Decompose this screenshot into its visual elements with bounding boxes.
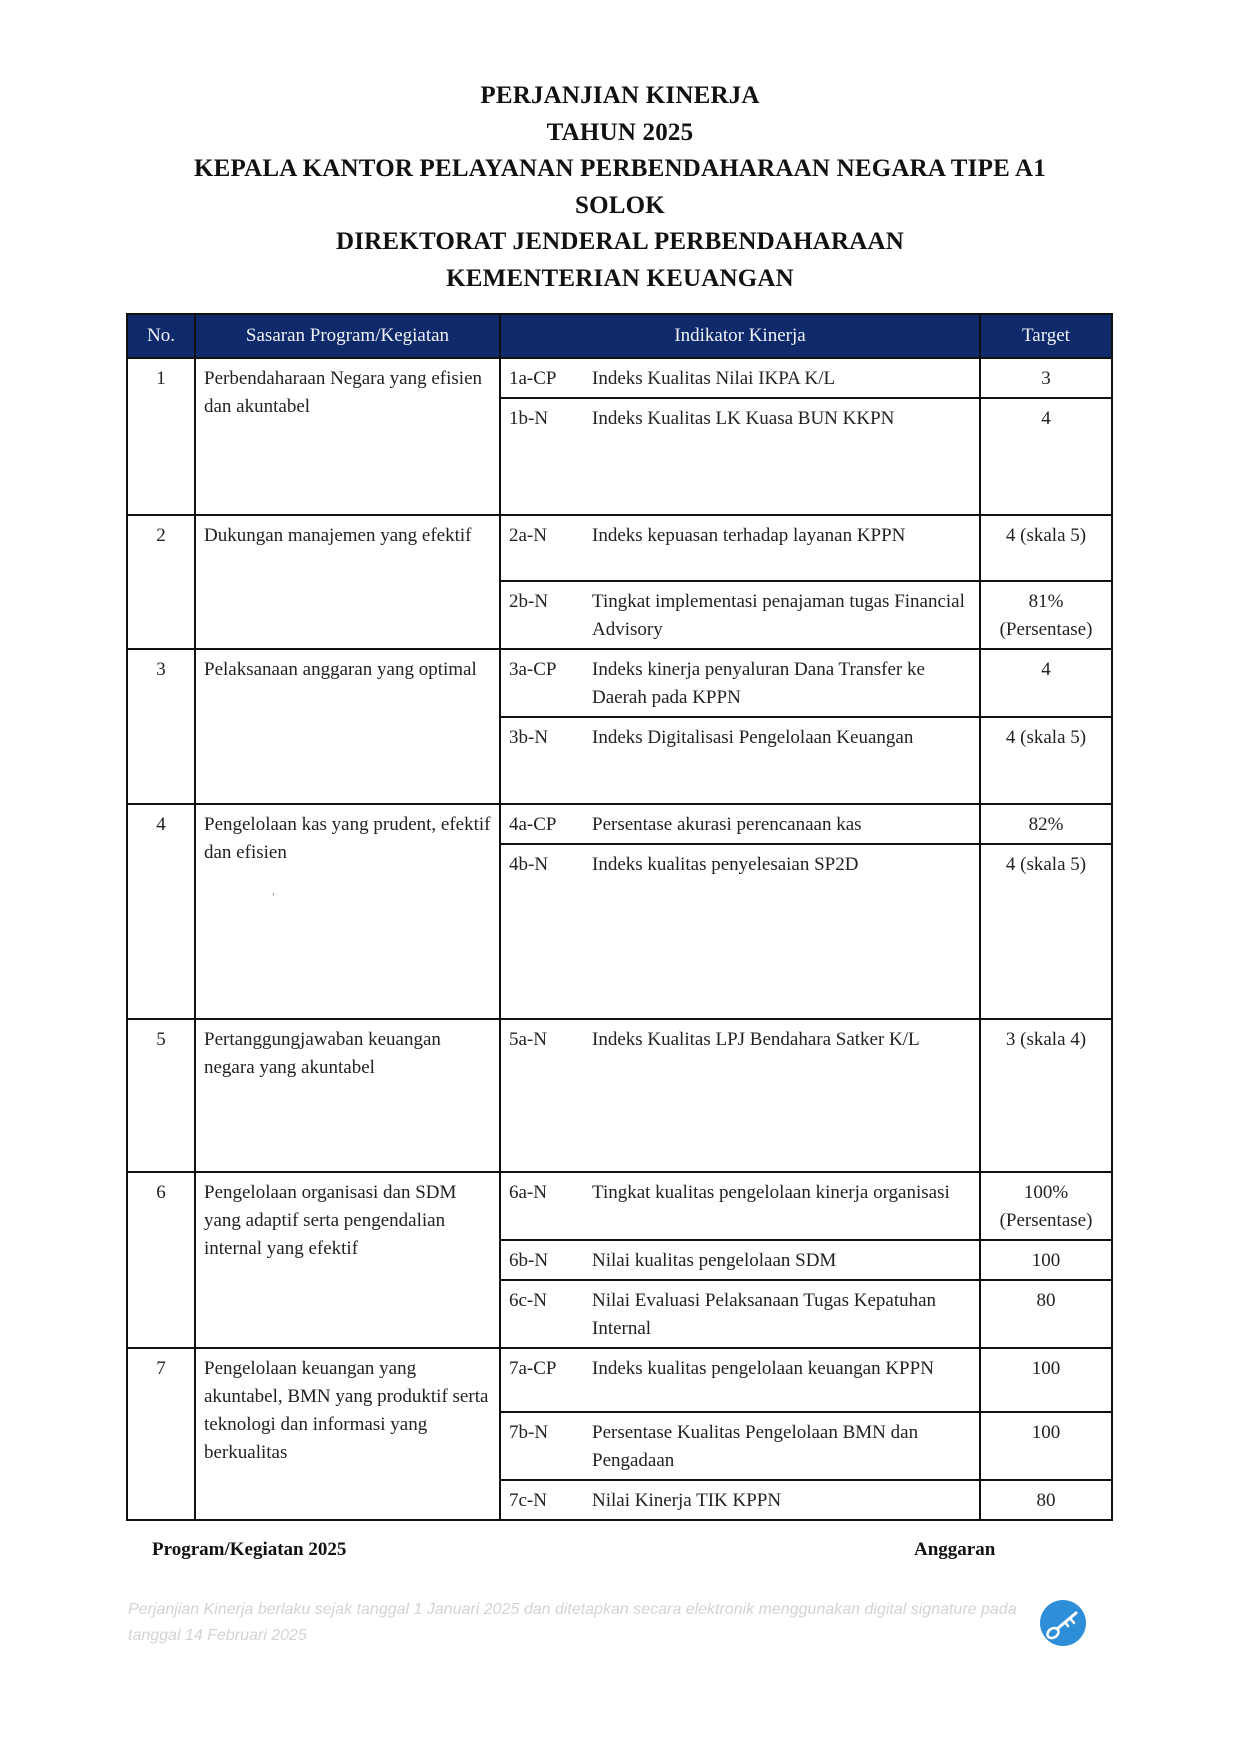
table-row <box>127 1019 1112 1172</box>
indicator-target: 80 <box>980 1480 1112 1520</box>
title-line-4: SOLOK <box>575 191 665 219</box>
title-line-5: DIREKTORAT JENDERAL PERBENDAHARAAN <box>336 228 904 255</box>
indicator-text: Tingkat kualitas pengelolaan kinerja organisasi <box>584 1172 980 1240</box>
signature-note: Perjanjian Kinerja berlaku sejak tanggal 1 Januari 2025 dan ditetapkan secara elektronik menggunakan digital signature pada tanggal 14 Februari 2025 <box>128 1601 1017 1644</box>
indicator-text: Indeks kepuasan terhadap layanan KPPN <box>584 515 980 581</box>
col-header-target: Target <box>980 314 1112 358</box>
indicator-code: 3a-CP <box>500 649 584 717</box>
indicator-target: 100 <box>980 1412 1112 1480</box>
budget-label: Anggaran <box>914 1539 996 1560</box>
col-header-sasaran: Sasaran Program/Kegiatan <box>195 314 500 358</box>
indicator-target: 3 (skala 4) <box>980 1019 1112 1172</box>
table-row <box>127 515 1112 581</box>
indicator-text: Nilai Evaluasi Pelaksanaan Tugas Kepatuhan Internal <box>584 1280 980 1348</box>
indicator-target: 4 <box>980 649 1112 717</box>
indicator-text: Tingkat implementasi penajaman tugas Financial Advisory <box>584 581 980 649</box>
row-no: 3 <box>127 649 195 804</box>
row-no: 7 <box>127 1348 195 1520</box>
indicator-text: Indeks Kualitas LPJ Bendahara Satker K/L <box>584 1019 980 1172</box>
indicator-code: 1a-CP <box>500 358 584 398</box>
row-no: 5 <box>127 1019 195 1172</box>
indicator-code: 2b-N <box>500 581 584 649</box>
row-sasaran: Pertanggungjawaban keuangan negara yang akuntabel <box>195 1019 500 1172</box>
row-sasaran: Pengelolaan keuangan yang akuntabel, BMN yang produktif serta teknologi dan informasi yang berkualitas <box>195 1348 500 1520</box>
indicator-target: 100% (Persentase) <box>980 1172 1112 1240</box>
indicator-target: 4 (skala 5) <box>980 844 1112 1019</box>
indicator-text: Indeks Kualitas LK Kuasa BUN KKPN <box>584 398 980 515</box>
performance-table <box>126 313 1113 1521</box>
row-no: 2 <box>127 515 195 649</box>
row-sasaran: Pengelolaan organisasi dan SDM yang adaptif serta pengendalian internal yang efektif <box>195 1172 500 1348</box>
indicator-text: Persentase akurasi perencanaan kas <box>584 804 980 844</box>
title-line-2: TAHUN 2025 <box>546 118 694 146</box>
indicator-target: 100 <box>980 1240 1112 1280</box>
indicator-target: 81% (Persentase) <box>980 581 1112 649</box>
row-no: 4 <box>127 804 195 1019</box>
indicator-code: 7a-CP <box>500 1348 584 1412</box>
indicator-text: Indeks kualitas penyelesaian SP2D <box>584 844 980 1019</box>
row-sasaran: Perbendaharaan Negara yang efisien dan akuntabel <box>195 358 500 515</box>
indicator-target: 80 <box>980 1280 1112 1348</box>
stray-mark: ' <box>272 893 275 903</box>
indicator-code: 3b-N <box>500 717 584 804</box>
row-no: 6 <box>127 1172 195 1348</box>
row-sasaran: Pelaksanaan anggaran yang optimal <box>195 649 500 804</box>
table-row <box>127 1172 1112 1240</box>
col-header-no: No. <box>127 314 195 358</box>
table-header-row <box>127 314 1112 358</box>
table-row <box>127 804 1112 844</box>
indicator-code: 6a-N <box>500 1172 584 1240</box>
indicator-code: 7b-N <box>500 1412 584 1480</box>
table-row <box>127 358 1112 398</box>
indicator-text: Indeks Digitalisasi Pengelolaan Keuangan <box>584 717 980 804</box>
table-row <box>127 649 1112 717</box>
row-no: 1 <box>127 358 195 515</box>
indicator-target: 82% <box>980 804 1112 844</box>
table-row <box>127 1348 1112 1412</box>
indicator-text: Indeks kinerja penyaluran Dana Transfer ke Daerah pada KPPN <box>584 649 980 717</box>
indicator-target: 100 <box>980 1348 1112 1412</box>
indicator-text: Indeks Kualitas Nilai IKPA K/L <box>584 358 980 398</box>
indicator-target: 4 (skala 5) <box>980 717 1112 804</box>
indicator-text: Nilai kualitas pengelolaan SDM <box>584 1240 980 1280</box>
program-label: Program/Kegiatan 2025 <box>152 1539 347 1560</box>
row-sasaran: Pengelolaan kas yang prudent, efektif dan efisien <box>195 804 500 1019</box>
indicator-target: 4 (skala 5) <box>980 515 1112 581</box>
title-line-6: KEMENTERIAN KEUANGAN <box>446 264 794 292</box>
indicator-text: Nilai Kinerja TIK KPPN <box>584 1480 980 1520</box>
title-line-3: KEPALA KANTOR PELAYANAN PERBENDAHARAAN NEGARA TIPE A1 <box>194 155 1046 182</box>
indicator-code: 5a-N <box>500 1019 584 1172</box>
row-sasaran: Dukungan manajemen yang efektif <box>195 515 500 649</box>
indicator-code: 6c-N <box>500 1280 584 1348</box>
col-header-indikator: Indikator Kinerja <box>500 314 980 358</box>
indicator-code: 7c-N <box>500 1480 584 1520</box>
indicator-code: 6b-N <box>500 1240 584 1280</box>
indicator-target: 3 <box>980 358 1112 398</box>
key-logo-icon <box>1040 1600 1086 1646</box>
indicator-text: Persentase Kualitas Pengelolaan BMN dan Pengadaan <box>584 1412 980 1480</box>
indicator-target: 4 <box>980 398 1112 515</box>
indicator-code: 1b-N <box>500 398 584 515</box>
title-line-1: PERJANJIAN KINERJA <box>480 82 760 109</box>
indicator-text: Indeks kualitas pengelolaan keuangan KPPN <box>584 1348 980 1412</box>
document-title <box>0 78 1240 297</box>
indicator-code: 4b-N <box>500 844 584 1019</box>
indicator-code: 2a-N <box>500 515 584 581</box>
indicator-code: 4a-CP <box>500 804 584 844</box>
